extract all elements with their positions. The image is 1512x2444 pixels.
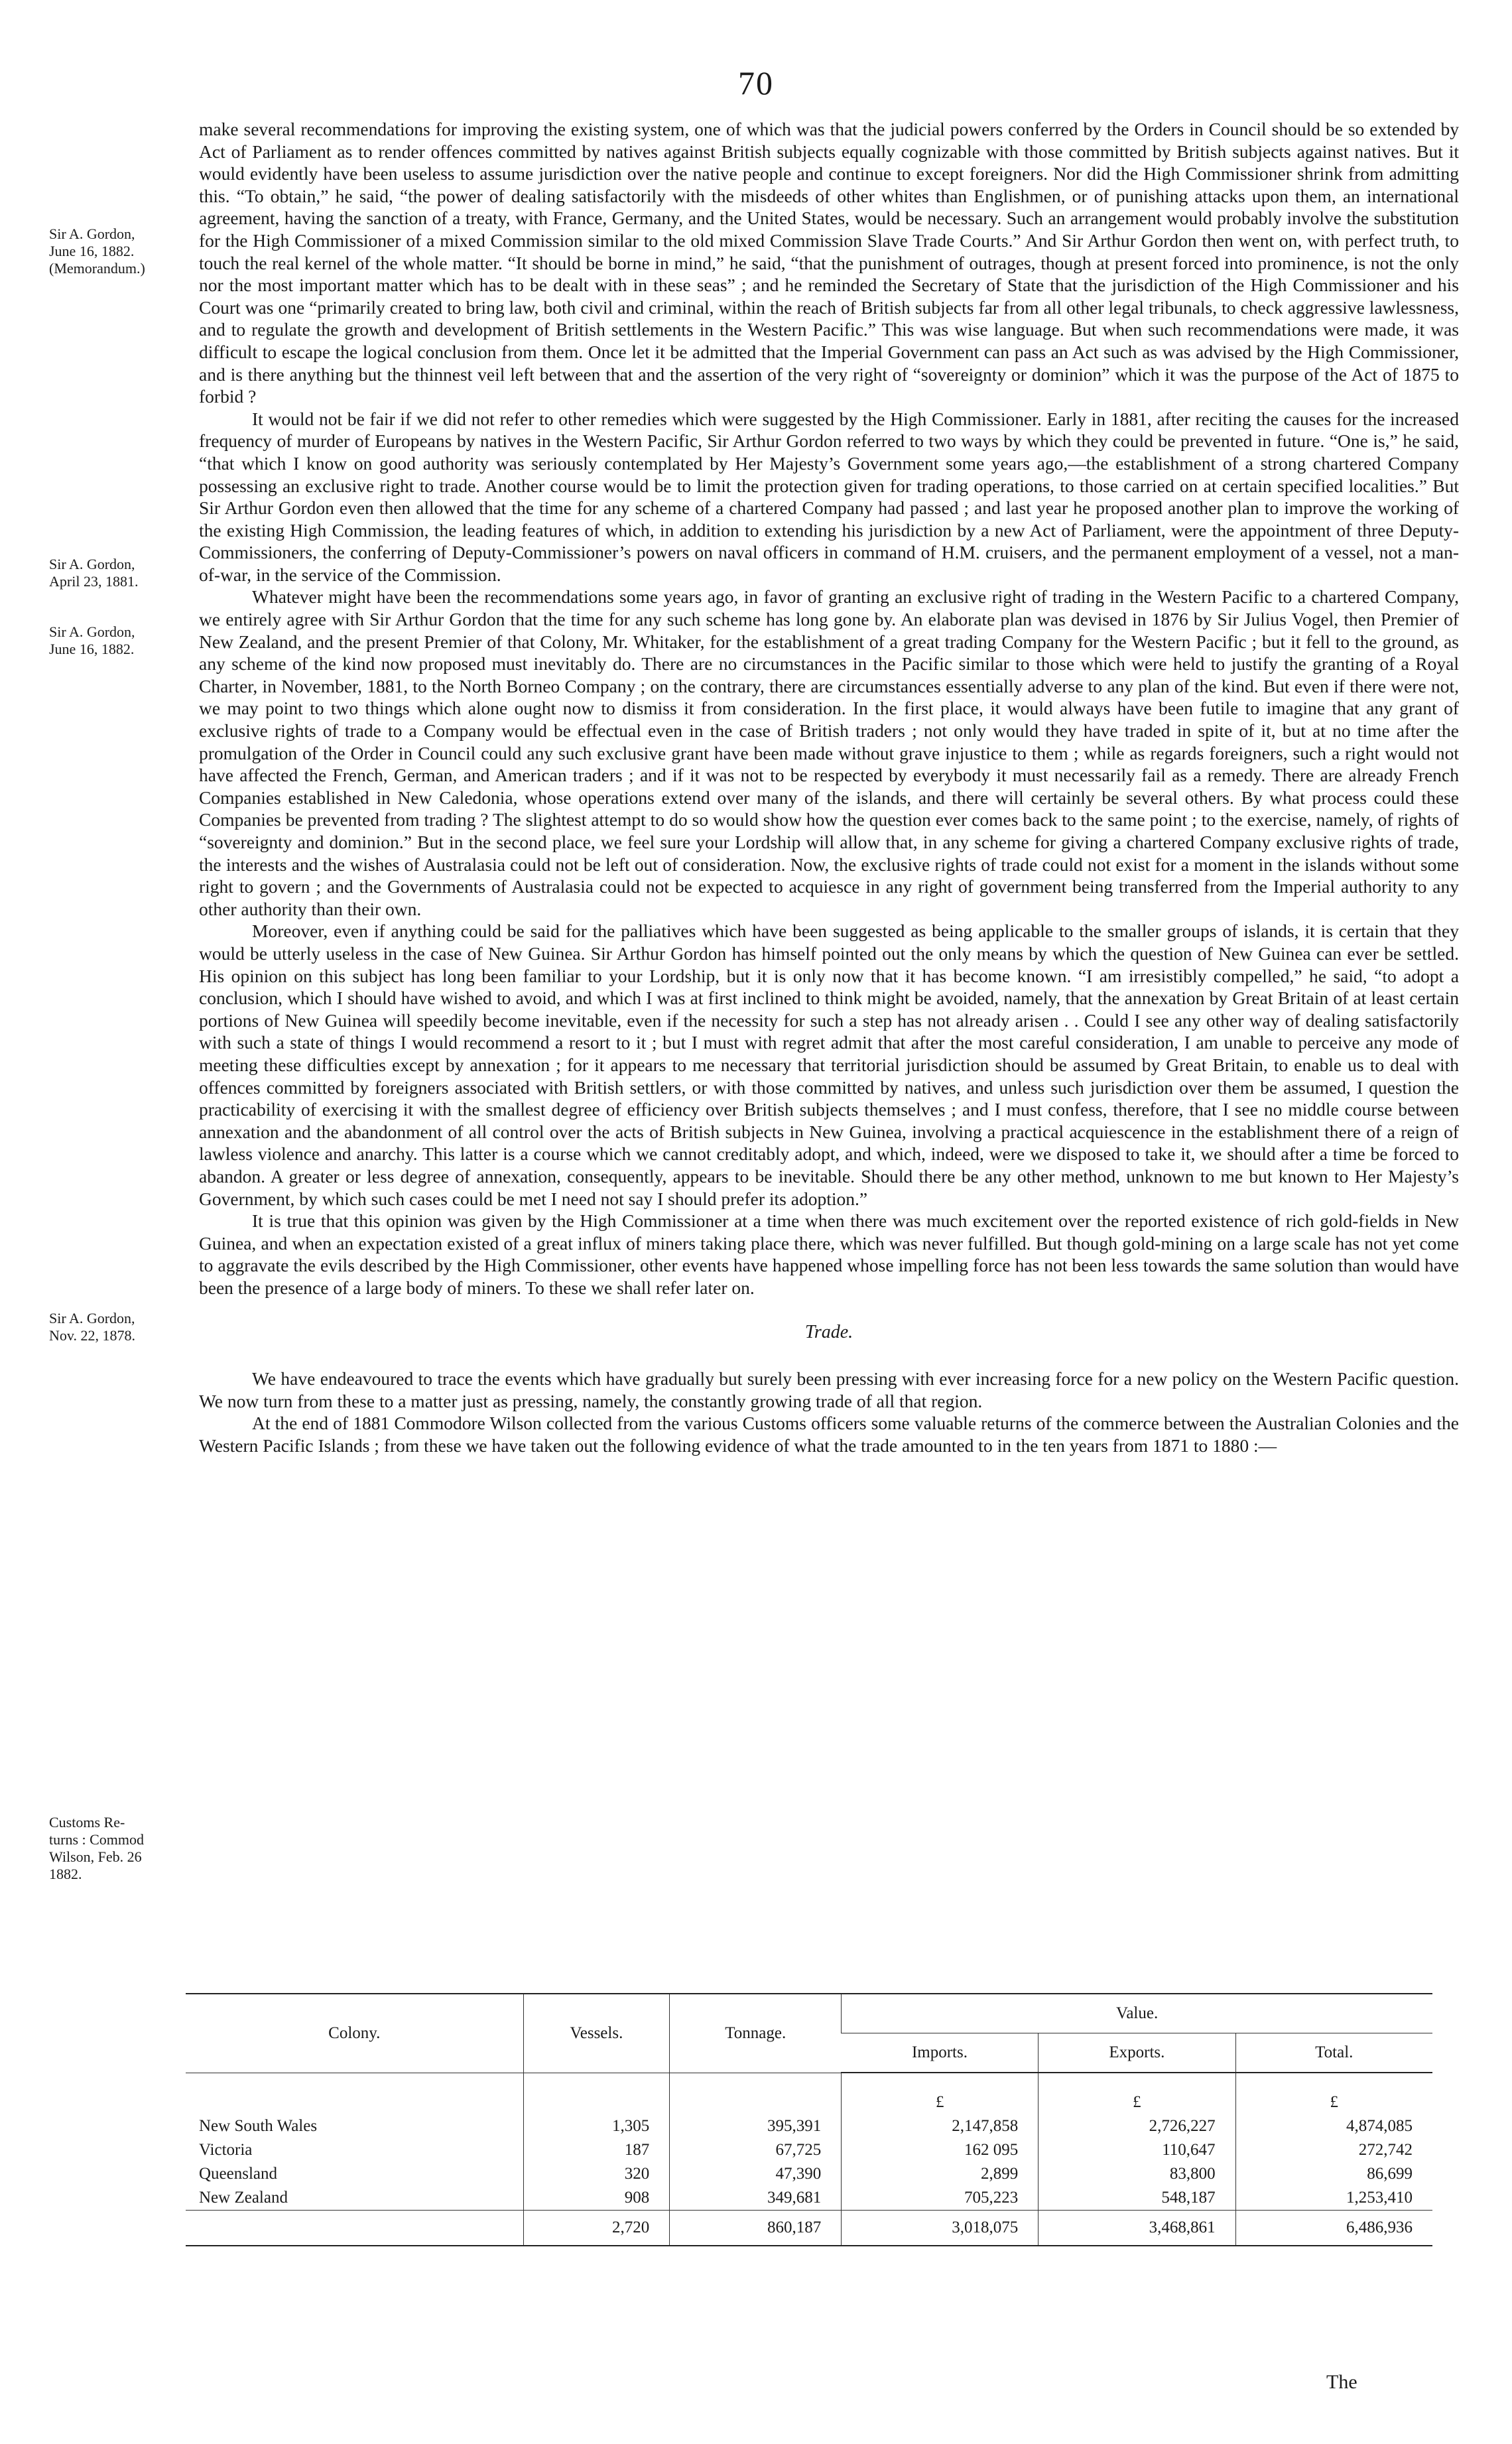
units-cell (186, 2073, 523, 2114)
imports-cell: 705,223 (842, 2186, 1039, 2211)
tonnage-cell: 47,390 (670, 2162, 842, 2186)
paragraph: Moreover, even if anything could be said for the palliatives which have been suggested as being applicable to the smaller groups of islands, it is certain that they would be utterly useless in the case of New Guinea. Sir Arthur Gordon has himself pointed out the only means by which the question of New Guinea can ever be settled. His opinion on this subject has long been familiar to your Lordship, but it is only now that it has become known. “I am irresistibly compelled,” he said, “to adopt a conclusion, which I should have wished to avoid, and which I was at first inclined to think might be avoided, namely, that the annexation by Great Britain of at least certain portions of New Guinea will speedily become inevitable, even if the necessity for such a step has not already arisen . . Could I see any other way of dealing satisfactorily with such a state of things I would recommend a resort to it ; but I must with regret admit that after the most careful consideration, I am unable to perceive any mode of meeting these difficulties except by annexation ; for it appears to me necessary that territorial jurisdiction should be assumed by Great Britain, to enable us to deal with offences committed by foreigners associated with British settlers, or with those committed by natives, and unless such jurisdiction over them be assumed, I question the practicability of exercising it with the smallest degree of efficiency over British subjects themselves ; and I must confess, therefore, that I see no middle course between annexation and the abandonment of all control over the acts of British subjects in New Guinea, involving a practical acquiescence in the establishment there of a reign of lawless violence and anarchy. This latter is a course which we cannot creditably adopt, and which, indeed, were we disposed to take it, we should after a time be forced to abandon. A greater or less degree of annexation, consequently, appears to be inevitable. Should there be any other method, unknown to me but known to Her Majesty’s Government, by which such cases could be met I need not say I should prefer its adoption.” (199, 921, 1459, 1209)
table-row (186, 2186, 1432, 2211)
table-row (186, 2162, 1432, 2186)
total-label-cell (186, 2211, 523, 2246)
units-cell (670, 2073, 842, 2114)
colony-name: Queensland (199, 2165, 278, 2183)
tonnage-cell: 395,391 (670, 2114, 842, 2138)
col-header-total: Total. (1235, 2033, 1432, 2073)
main-text (199, 118, 1459, 1456)
total-cell: 1,253,410 (1235, 2186, 1432, 2211)
margin-note: Sir A. Gordon, June 16, 1882. (Memorandum.) (49, 225, 145, 277)
col-header-imports: Imports. (842, 2033, 1039, 2073)
paragraph: It is true that this opinion was given by the High Commissioner at a time when there was much excitement over the reported existence of rich gold-fields in New Guinea, and when an expectation existed of a great influx of miners taking place there, which was never fulfilled. But though gold-mining on a large scale has not yet come to aggravate the evils described by the High Commissioner, other events have happened whose impelling force has not been less towards the same solution than would have been the presence of a large body of miners. To these we shall refer later on. (199, 1210, 1459, 1298)
vessels-cell: 1,305 (523, 2114, 670, 2138)
imports-cell: 162 095 (842, 2138, 1039, 2162)
catch-word: The (1326, 2371, 1357, 2393)
vessels-total: 2,720 (523, 2211, 670, 2246)
exports-cell: 110,647 (1039, 2138, 1235, 2162)
exports-cell: 2,726,227 (1039, 2114, 1235, 2138)
tonnage-cell: 349,681 (670, 2186, 842, 2211)
total-cell: 272,742 (1235, 2138, 1432, 2162)
imports-cell: 2,147,858 (842, 2114, 1039, 2138)
margin-note: Sir A. Gordon, June 16, 1882. (49, 623, 135, 657)
margin-note: Customs Re- turns : Commod Wilson, Feb. 26 1882. (49, 1814, 145, 1882)
trade-table (186, 1993, 1432, 2246)
paragraph: We have endeavoured to trace the events which have gradually but surely been pressing with ever increasing force for a new policy on the Western Pacific question. We now turn from these to a matter just as pressing, namely, the constantly growing trade of all that region. (199, 1368, 1459, 1411)
table-row (186, 2138, 1432, 2162)
grand-total: 6,486,936 (1235, 2211, 1432, 2246)
vessels-cell: 320 (523, 2162, 670, 2186)
currency-symbol: £ (1235, 2073, 1432, 2114)
table-row (186, 2114, 1432, 2138)
colony-name: New South Wales (199, 2117, 318, 2135)
exports-cell: 548,187 (1039, 2186, 1235, 2211)
colony-name: Victoria (199, 2141, 253, 2159)
vessels-cell: 187 (523, 2138, 670, 2162)
tonnage-total: 860,187 (670, 2211, 842, 2246)
units-cell (523, 2073, 670, 2114)
imports-cell: 2,899 (842, 2162, 1039, 2186)
exports-total: 3,468,861 (1039, 2211, 1235, 2246)
currency-symbol: £ (842, 2073, 1039, 2114)
total-cell: 4,874,085 (1235, 2114, 1432, 2138)
col-header-value: Value. (842, 1994, 1432, 2033)
table-total-row (186, 2211, 1432, 2246)
margin-note: Sir A. Gordon, April 23, 1881. (49, 556, 139, 590)
col-header-tonnage: Tonnage. (670, 1994, 842, 2073)
colony-name: New Zealand (199, 2189, 288, 2207)
exports-cell: 83,800 (1039, 2162, 1235, 2186)
vessels-cell: 908 (523, 2186, 670, 2211)
margin-note: Sir A. Gordon, Nov. 22, 1878. (49, 1310, 135, 1344)
total-cell: 86,699 (1235, 2162, 1432, 2186)
paragraph: make several recommendations for improving the existing system, one of which was that the judicial powers conferred by the Orders in Council should be so extended by Act of Parliament as to render offences committed by natives against British subjects equally cognizable with those committed by British subjects against natives. But it would evidently have been useless to assume jurisdiction over the native people and continue to except foreigners. Nor did the High Commissioner shrink from admitting this. “To obtain,” he said, “the power of dealing satisfactorily with the misdeeds of other whites than Englishmen, or of punishing attacks upon them, an international agreement, having the sanction of a treaty, with France, Germany, and the United States, would be necessary. Such an arrangement would probably involve the substitution for the High Commissioner of a mixed Commission similar to the old mixed Commission Slave Trade Courts.” And Sir Arthur Gordon then went on, with perfect truth, to touch the real kernel of the whole matter. “It should be borne in mind,” he said, “that the punishment of outrages, though at present forced into prominence, is not the only nor the most important matter which has to be dealt with in these seas” ; and he reminded the Secretary of State that the jurisdiction of the High Commissioner and his Court was one “primarily created to bring law, both civil and criminal, within the reach of British subjects far from all other legal tribunals, to check aggressive lawlessness, and to regulate the growth and development of British settlements in the Western Pacific.” This was wise language. But when such recommendations were made, it was difficult to escape the logical conclusion from them. Once let it be admitted that the Imperial Government can pass an Act such as was advised by the High Commissioner, and is there anything but the thinnest veil left between that and the assertion of the very right of “sovereignty or dominion” which it was the purpose of the Act of 1875 to forbid ? (199, 119, 1459, 407)
paragraph: Whatever might have been the recommendations some years ago, in favor of granting an exclusive right of trading in the Western Pacific to a chartered Company, we entirely agree with Sir Arthur Gordon that the time for any such scheme has long gone by. An elaborate plan was devised in 1876 by Sir Julius Vogel, then Premier of New Zealand, and the present Premier of that Colony, Mr. Whitaker, for the establishment of a great trading Company for the Western Pacific ; but it fell to the ground, as any scheme of the kind now proposed must inevitably do. There are no circumstances in the Pacific similar to those which were held to justify the granting of a Royal Charter, in November, 1881, to the North Borneo Company ; on the contrary, there are circumstances essentially adverse to any plan of the kind. But even if there were not, we may point to two things which alone ought now to dismiss it from consideration. In the first place, it would always have been futile to imagine that any grant of exclusive rights of trade to a Company would be effectual even in the case of British traders ; not only would they have traded in spite of it, but at no time after the promulgation of the Order in Council could any such exclusive grant have been made without grave injustice to them ; while as regards foreigners, such a right would not have affected the French, German, and American traders ; and if it was not to be respected by everybody it must necessarily fail as a remedy. There are already French Companies established in New Caledonia, whose operations extend over many of the islands, and there will certainly be several others. By what process could these Companies be prevented from trading ? The slightest attempt to do so would show how the question ever comes back to the same point ; to the exercise, namely, of rights of “sovereignty and dominion.” But in the second place, we feel sure your Lordship will allow that, in any scheme for giving a chartered Company exclusive rights of trade, the interests and the wishes of Australasia could not be left out of consideration. Now, the exclusive rights of trade could not exist for a moment in the islands without some right to govern ; and the Governments of Australasia could not be expected to acquiesce in any right of government being transferred from the Imperial authority to any other authority than their own. (199, 586, 1459, 919)
section-heading: Trade. (804, 1322, 853, 1343)
col-header-vessels: Vessels. (523, 1994, 670, 2073)
imports-total: 3,018,075 (842, 2211, 1039, 2246)
paragraph: It would not be fair if we did not refer to other remedies which were suggested by the High Commissioner. Early in 1881, after reciting the causes for the increased frequency of murder of Europeans by natives in the Western Pacific, Sir Arthur Gordon referred to two ways by which they could be prevented in future. “One is,” he said, “that which I know on good authority was seriously contemplated by Her Majesty’s Government some years ago,—the establishment of a strong chartered Company possessing an exclusive right to trade. Another course would be to limit the protection given for trading operations, to those carried on at certain specified localities.” But Sir Arthur Gordon even then allowed that the time for any scheme of a chartered Company had passed ; and last year he proposed another plan to improve the working of the existing High Commission, the leading features of which, in addition to extending his jurisdiction by a new Act of Parliament, were the appointment of three Deputy-Commissioners, the conferring of Deputy-Commissioner’s powers on naval officers in command of H.M. cruisers, and the permanent employment of a vessel, not a man-of-war, in the service of the Commission. (199, 408, 1459, 585)
paragraph: At the end of 1881 Commodore Wilson collected from the various Customs officers some valuable returns of the commerce between the Australian Colonies and the Western Pacific Islands ; from these we have taken out the following evidence of what the trade amounted to in the ten years from 1871 to 1880 :— (199, 1413, 1459, 1456)
page-number: 70 (738, 64, 774, 101)
col-header-exports: Exports. (1039, 2033, 1235, 2073)
col-header-colony: Colony. (186, 1994, 523, 2073)
tonnage-cell: 67,725 (670, 2138, 842, 2162)
currency-symbol: £ (1039, 2073, 1235, 2114)
